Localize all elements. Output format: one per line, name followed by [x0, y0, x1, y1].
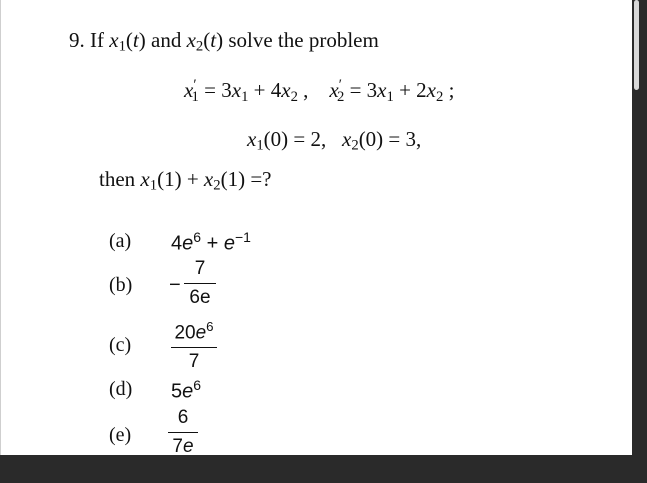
option-e-numerator: 6	[177, 407, 189, 428]
and-word: and	[151, 28, 182, 52]
initial-conditions: $x_1(0) = 2$, $x_2(0) = 3$,	[247, 127, 422, 154]
option-c-numerator: $20e^6$	[174, 319, 214, 344]
option-d-value: $5e^6$	[171, 377, 202, 403]
then-word: then	[99, 167, 136, 191]
option-e-denominator: 7e	[172, 436, 194, 457]
problem-number: 9.	[69, 28, 85, 52]
option-e-label: (e)	[109, 424, 132, 446]
intro-word: If	[90, 28, 104, 52]
ic-x2: (0) = 3,	[358, 127, 422, 151]
option-b-denominator: 6e	[189, 287, 211, 308]
question: then $x_1(1) + x_2(1)$ =?	[99, 167, 272, 194]
ode-system: $x'_1 = 3x_1 + 4x_2$ , $x'_2 = 3x_1 + 2x_2$ ;	[184, 77, 455, 105]
option-e-fraction	[168, 407, 198, 458]
option-b-label: (b)	[109, 274, 133, 296]
problem-statement: 9. If $x_1(t)$ and $x_2(t)$ solve the problem	[69, 28, 379, 55]
option-b-sign: −	[169, 274, 181, 296]
option-c-fraction	[171, 316, 217, 373]
option-b-numerator: 7	[194, 258, 206, 279]
option-b-fraction	[184, 258, 216, 309]
option-d-label: (d)	[109, 378, 133, 400]
solve-phrase: solve the problem	[228, 28, 379, 52]
option-a-label: (a)	[109, 230, 132, 252]
option-c-denominator: 7	[188, 351, 200, 373]
option-c-label: (c)	[109, 334, 132, 356]
ic-x1: (0) = 2,	[263, 127, 327, 151]
scrollbar-thumb[interactable]	[634, 0, 639, 90]
option-a-value: $4e^6 + e^{-1}$	[171, 229, 251, 255]
